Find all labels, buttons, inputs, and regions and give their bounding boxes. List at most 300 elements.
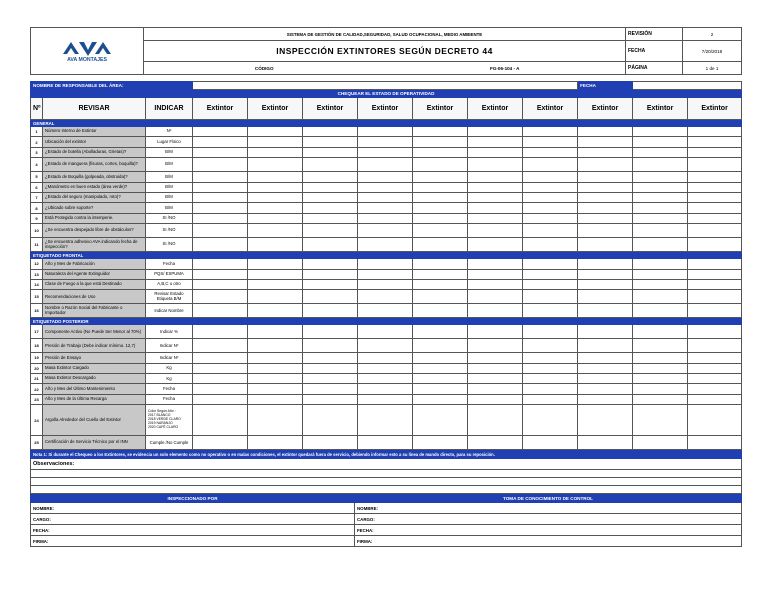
extintor-cell[interactable] [578, 182, 633, 192]
extintor-cell[interactable] [248, 158, 303, 172]
sign-field[interactable]: FECHA: [355, 525, 742, 536]
extintor-cell[interactable] [193, 436, 248, 450]
extintor-cell[interactable] [303, 192, 358, 202]
extintor-cell[interactable] [248, 405, 303, 436]
extintor-cell[interactable] [633, 436, 688, 450]
extintor-cell[interactable] [688, 279, 742, 289]
extintor-cell[interactable] [248, 182, 303, 192]
extintor-cell[interactable] [523, 137, 578, 147]
extintor-cell[interactable] [248, 374, 303, 384]
extintor-cell[interactable] [358, 158, 413, 172]
extintor-cell[interactable] [248, 224, 303, 238]
extintor-cell[interactable] [193, 127, 248, 137]
extintor-cell[interactable] [248, 436, 303, 450]
extintor-cell[interactable] [248, 339, 303, 353]
extintor-cell[interactable] [523, 127, 578, 137]
extintor-cell[interactable] [193, 290, 248, 304]
extintor-cell[interactable] [633, 137, 688, 147]
extintor-cell[interactable] [633, 158, 688, 172]
extintor-cell[interactable] [633, 172, 688, 182]
extintor-cell[interactable] [358, 127, 413, 137]
extintor-cell[interactable] [358, 213, 413, 223]
extintor-cell[interactable] [578, 158, 633, 172]
extintor-cell[interactable] [248, 137, 303, 147]
extintor-cell[interactable] [303, 213, 358, 223]
extintor-cell[interactable] [468, 304, 523, 318]
extintor-cell[interactable] [688, 325, 742, 339]
observaciones-line[interactable] [31, 470, 742, 478]
extintor-cell[interactable] [688, 182, 742, 192]
extintor-cell[interactable] [688, 213, 742, 223]
extintor-cell[interactable] [688, 384, 742, 394]
extintor-cell[interactable] [523, 374, 578, 384]
codigo-cell [144, 62, 626, 75]
sign-field[interactable]: CARGO: [355, 514, 742, 525]
extintor-cell[interactable] [468, 213, 523, 223]
extintor-cell[interactable] [578, 238, 633, 252]
extintor-cell[interactable] [633, 353, 688, 363]
extintor-cell[interactable] [358, 363, 413, 373]
extintor-cell[interactable] [193, 394, 248, 404]
extintor-cell[interactable] [578, 304, 633, 318]
extintor-cell[interactable] [303, 384, 358, 394]
extintor-cell[interactable] [688, 238, 742, 252]
col-extintor: Extintor [633, 98, 688, 120]
extintor-cell[interactable] [578, 436, 633, 450]
observaciones-line[interactable] [31, 478, 742, 486]
extintor-cell[interactable] [578, 363, 633, 373]
row-description: Año y Mes de Fabricación [43, 259, 146, 269]
extintor-cell[interactable] [303, 182, 358, 192]
extintor-cell[interactable] [468, 238, 523, 252]
extintor-cell[interactable] [578, 127, 633, 137]
extintor-cell[interactable] [468, 384, 523, 394]
row-indicar: Indicar Nº [146, 353, 193, 363]
extintor-cell[interactable] [578, 353, 633, 363]
row-number: 14 [31, 279, 43, 289]
extintor-cell[interactable] [358, 259, 413, 269]
extintor-cell[interactable] [523, 353, 578, 363]
extintor-cell[interactable] [358, 394, 413, 404]
extintor-cell[interactable] [688, 137, 742, 147]
extintor-cell[interactable] [688, 394, 742, 404]
table-row [31, 172, 742, 182]
extintor-cell[interactable] [578, 339, 633, 353]
extintor-cell[interactable] [523, 172, 578, 182]
inspeccionado-title: INSPECCIONADO POR [31, 494, 355, 503]
extintor-cell[interactable] [633, 269, 688, 279]
extintor-cell[interactable] [358, 405, 413, 436]
extintor-cell[interactable] [248, 269, 303, 279]
extintor-cell[interactable] [688, 374, 742, 384]
extintor-cell[interactable] [578, 374, 633, 384]
extintor-cell[interactable] [413, 290, 468, 304]
extintor-cell[interactable] [358, 137, 413, 147]
extintor-cell[interactable] [303, 363, 358, 373]
extintor-cell[interactable] [468, 290, 523, 304]
extintor-cell[interactable] [523, 290, 578, 304]
extintor-cell[interactable] [468, 127, 523, 137]
extintor-cell[interactable] [468, 394, 523, 404]
extintor-cell[interactable] [633, 238, 688, 252]
extintor-cell[interactable] [688, 436, 742, 450]
extintor-cell[interactable] [523, 259, 578, 269]
extintor-cell[interactable] [193, 203, 248, 213]
extintor-cell[interactable] [468, 279, 523, 289]
extintor-cell[interactable] [468, 405, 523, 436]
extintor-cell[interactable] [358, 192, 413, 202]
extintor-cell[interactable] [413, 238, 468, 252]
extintor-cell[interactable] [193, 182, 248, 192]
extintor-cell[interactable] [248, 147, 303, 157]
extintor-cell[interactable] [523, 304, 578, 318]
extintor-cell[interactable] [358, 269, 413, 279]
extintor-cell[interactable] [248, 192, 303, 202]
extintor-cell[interactable] [633, 290, 688, 304]
fecha-header-label: FECHA [626, 41, 683, 62]
extintor-cell[interactable] [523, 394, 578, 404]
extintor-cell[interactable] [578, 172, 633, 182]
extintor-cell[interactable] [413, 394, 468, 404]
extintor-cell[interactable] [523, 279, 578, 289]
extintor-cell[interactable] [688, 158, 742, 172]
extintor-cell[interactable] [523, 325, 578, 339]
extintor-cell[interactable] [193, 158, 248, 172]
extintor-cell[interactable] [303, 147, 358, 157]
col-extintor: Extintor [688, 98, 742, 120]
extintor-cell[interactable] [358, 172, 413, 182]
extintor-cell[interactable] [358, 147, 413, 157]
extintor-cell[interactable] [468, 147, 523, 157]
sign-field[interactable]: NOMBRE: [31, 503, 355, 514]
extintor-cell[interactable] [248, 279, 303, 289]
extintor-cell[interactable] [193, 147, 248, 157]
extintor-cell[interactable] [248, 394, 303, 404]
extintor-cell[interactable] [303, 269, 358, 279]
row-description: ¿Estado de manguera (fisuras, cortes, boquilla)? [43, 158, 146, 172]
row-number: 13 [31, 269, 43, 279]
extintor-cell[interactable] [633, 325, 688, 339]
extintor-cell[interactable] [468, 203, 523, 213]
extintor-cell[interactable] [248, 304, 303, 318]
col-extintor: Extintor [358, 98, 413, 120]
extintor-cell[interactable] [413, 172, 468, 182]
extintor-cell[interactable] [413, 147, 468, 157]
extintor-cell[interactable] [303, 353, 358, 363]
extintor-cell[interactable] [688, 224, 742, 238]
extintor-cell[interactable] [633, 192, 688, 202]
extintor-cell[interactable] [303, 172, 358, 182]
extintor-cell[interactable] [468, 325, 523, 339]
sign-field[interactable]: CARGO: [31, 514, 355, 525]
extintor-cell[interactable] [303, 374, 358, 384]
extintor-cell[interactable] [413, 405, 468, 436]
extintor-cell[interactable] [193, 259, 248, 269]
sign-field[interactable]: FIRMA: [31, 536, 355, 547]
extintor-cell[interactable] [193, 279, 248, 289]
extintor-cell[interactable] [523, 269, 578, 279]
sign-field[interactable]: NOMBRE: [355, 503, 742, 514]
extintor-cell[interactable] [578, 325, 633, 339]
extintor-cell[interactable] [358, 203, 413, 213]
extintor-cell[interactable] [248, 259, 303, 269]
extintor-cell[interactable] [193, 269, 248, 279]
extintor-cell[interactable] [193, 213, 248, 223]
sign-field[interactable]: FECHA: [31, 525, 355, 536]
extintor-cell[interactable] [688, 127, 742, 137]
extintor-cell[interactable] [358, 374, 413, 384]
extintor-cell[interactable] [633, 374, 688, 384]
extintor-cell[interactable] [248, 325, 303, 339]
responsable-input[interactable] [193, 82, 578, 90]
extintor-cell[interactable] [303, 158, 358, 172]
row-description: Nombre o Razón Social del Fabricante o Importador [43, 304, 146, 318]
extintor-cell[interactable] [688, 147, 742, 157]
section-title: GENERAL [31, 120, 742, 127]
extintor-cell[interactable] [413, 374, 468, 384]
col-num: Nº [31, 98, 43, 120]
row-number: 19 [31, 353, 43, 363]
extintor-cell[interactable] [248, 203, 303, 213]
extintor-cell[interactable] [358, 353, 413, 363]
extintor-cell[interactable] [468, 172, 523, 182]
extintor-cell[interactable] [248, 238, 303, 252]
extintor-cell[interactable] [523, 192, 578, 202]
company-logo [31, 28, 144, 75]
extintor-cell[interactable] [633, 279, 688, 289]
row-indicar: SI /NO [146, 224, 193, 238]
fecha-label: FECHA [578, 82, 633, 90]
extintor-cell[interactable] [358, 384, 413, 394]
extintor-cell[interactable] [688, 339, 742, 353]
extintor-cell[interactable] [248, 353, 303, 363]
extintor-cell[interactable] [248, 363, 303, 373]
table-row [31, 363, 742, 373]
extintor-cell[interactable] [303, 224, 358, 238]
extintor-cell[interactable] [468, 224, 523, 238]
extintor-cell[interactable] [468, 137, 523, 147]
extintor-cell[interactable] [688, 259, 742, 269]
extintor-cell[interactable] [413, 279, 468, 289]
extintor-cell[interactable] [633, 339, 688, 353]
extintor-cell[interactable] [193, 238, 248, 252]
extintor-cell[interactable] [688, 172, 742, 182]
extintor-cell[interactable] [633, 304, 688, 318]
extintor-cell[interactable] [248, 384, 303, 394]
footer-table [30, 450, 742, 547]
row-description: Está Protegido contra la intemperie. [43, 213, 146, 223]
extintor-cell[interactable] [358, 290, 413, 304]
row-indicar: SI /NO [146, 238, 193, 252]
extintor-cell[interactable] [303, 238, 358, 252]
extintor-cell[interactable] [468, 339, 523, 353]
extintor-cell[interactable] [303, 203, 358, 213]
extintor-cell[interactable] [688, 269, 742, 279]
extintor-cell[interactable] [578, 290, 633, 304]
extintor-cell[interactable] [688, 353, 742, 363]
extintor-cell[interactable] [358, 304, 413, 318]
extintor-cell[interactable] [523, 213, 578, 223]
extintor-cell[interactable] [413, 304, 468, 318]
extintor-cell[interactable] [303, 127, 358, 137]
extintor-cell[interactable] [303, 405, 358, 436]
sign-field[interactable]: FIRMA: [355, 536, 742, 547]
table-row [31, 259, 742, 269]
fecha-input[interactable] [633, 82, 742, 90]
row-description: Masa Extintor Cargado [43, 363, 146, 373]
col-extintor: Extintor [578, 98, 633, 120]
row-number: 10 [31, 224, 43, 238]
extintor-cell[interactable] [468, 259, 523, 269]
extintor-cell[interactable] [688, 363, 742, 373]
extintor-cell[interactable] [193, 224, 248, 238]
extintor-cell[interactable] [413, 363, 468, 373]
extintor-cell[interactable] [413, 213, 468, 223]
row-number: 1 [31, 127, 43, 137]
extintor-cell[interactable] [413, 353, 468, 363]
extintor-cell[interactable] [303, 436, 358, 450]
row-description: Año y Mes de la Última Recarga [43, 394, 146, 404]
extintor-cell[interactable] [633, 394, 688, 404]
extintor-cell[interactable] [303, 394, 358, 404]
extintor-cell[interactable] [468, 269, 523, 279]
extintor-cell[interactable] [523, 203, 578, 213]
extintor-cell[interactable] [358, 238, 413, 252]
extintor-cell[interactable] [193, 172, 248, 182]
table-row [31, 353, 742, 363]
extintor-cell[interactable] [248, 290, 303, 304]
extintor-cell[interactable] [468, 353, 523, 363]
extintor-cell[interactable] [413, 339, 468, 353]
row-description: Ubicación del extintor [43, 137, 146, 147]
extintor-cell[interactable] [193, 384, 248, 394]
extintor-cell[interactable] [193, 137, 248, 147]
extintor-cell[interactable] [413, 182, 468, 192]
extintor-cell[interactable] [303, 290, 358, 304]
extintor-cell[interactable] [193, 363, 248, 373]
header-table [30, 27, 742, 75]
extintor-cell[interactable] [413, 192, 468, 202]
extintor-cell[interactable] [578, 147, 633, 157]
extintor-cell[interactable] [688, 203, 742, 213]
extintor-cell[interactable] [633, 363, 688, 373]
extintor-cell[interactable] [193, 325, 248, 339]
extintor-cell[interactable] [413, 127, 468, 137]
extintor-cell[interactable] [633, 259, 688, 269]
extintor-cell[interactable] [193, 304, 248, 318]
extintor-cell[interactable] [633, 384, 688, 394]
extintor-cell[interactable] [468, 363, 523, 373]
extintor-cell[interactable] [358, 279, 413, 289]
extintor-cell[interactable] [523, 363, 578, 373]
extintor-cell[interactable] [193, 353, 248, 363]
extintor-cell[interactable] [413, 269, 468, 279]
observaciones-line[interactable] [31, 486, 742, 494]
extintor-cell[interactable] [523, 158, 578, 172]
extintor-cell[interactable] [303, 325, 358, 339]
extintor-cell[interactable] [633, 147, 688, 157]
extintor-cell[interactable] [578, 224, 633, 238]
extintor-cell[interactable] [413, 436, 468, 450]
extintor-cell[interactable] [468, 374, 523, 384]
extintor-cell[interactable] [578, 394, 633, 404]
extintor-cell[interactable] [523, 384, 578, 394]
extintor-cell[interactable] [468, 158, 523, 172]
extintor-cell[interactable] [633, 405, 688, 436]
extintor-cell[interactable] [523, 182, 578, 192]
extintor-cell[interactable] [413, 384, 468, 394]
extintor-cell[interactable] [523, 339, 578, 353]
extintor-cell[interactable] [248, 213, 303, 223]
extintor-cell[interactable] [578, 137, 633, 147]
extintor-cell[interactable] [688, 192, 742, 202]
extintor-cell[interactable] [468, 182, 523, 192]
extintor-cell[interactable] [193, 192, 248, 202]
note-text: Nota 1: Si durante el Chequeo a los Extintores, se evidencia un solo elemento como no operativo o en malas condiciones, el extintor quedará fuera de servicio, debiendo informar esto a su línea de mando directo, para su reposición. [31, 451, 742, 459]
extintor-cell[interactable] [358, 325, 413, 339]
extintor-cell[interactable] [303, 339, 358, 353]
row-indicar: B/M [146, 192, 193, 202]
extintor-cell[interactable] [413, 259, 468, 269]
extintor-cell[interactable] [413, 158, 468, 172]
extintor-cell[interactable] [468, 192, 523, 202]
extintor-cell[interactable] [688, 290, 742, 304]
extintor-cell[interactable] [688, 405, 742, 436]
extintor-cell[interactable] [193, 339, 248, 353]
extintor-cell[interactable] [578, 213, 633, 223]
extintor-cell[interactable] [248, 127, 303, 137]
extintor-cell[interactable] [688, 304, 742, 318]
table-row [31, 374, 742, 384]
extintor-cell[interactable] [303, 279, 358, 289]
extintor-cell[interactable] [578, 279, 633, 289]
extintor-cell[interactable] [413, 325, 468, 339]
extintor-cell[interactable] [413, 137, 468, 147]
extintor-cell[interactable] [248, 172, 303, 182]
extintor-cell[interactable] [358, 339, 413, 353]
extintor-cell[interactable] [193, 374, 248, 384]
extintor-cell[interactable] [578, 384, 633, 394]
extintor-cell[interactable] [578, 405, 633, 436]
extintor-cell[interactable] [193, 405, 248, 436]
extintor-cell[interactable] [523, 405, 578, 436]
extintor-cell[interactable] [468, 436, 523, 450]
extintor-cell[interactable] [413, 203, 468, 213]
extintor-cell[interactable] [578, 259, 633, 269]
extintor-cell[interactable] [303, 259, 358, 269]
extintor-cell[interactable] [523, 436, 578, 450]
extintor-cell[interactable] [358, 436, 413, 450]
extintor-cell[interactable] [633, 127, 688, 137]
extintor-cell[interactable] [633, 203, 688, 213]
extintor-cell[interactable] [578, 203, 633, 213]
extintor-cell[interactable] [578, 269, 633, 279]
row-indicar: SI /NO [146, 213, 193, 223]
extintor-cell[interactable] [633, 182, 688, 192]
extintor-cell[interactable] [358, 182, 413, 192]
extintor-cell[interactable] [303, 137, 358, 147]
row-description: ¿Manómetro en buen estado (área verde)? [43, 182, 146, 192]
extintor-cell[interactable] [578, 192, 633, 202]
extintor-cell[interactable] [358, 224, 413, 238]
extintor-cell[interactable] [523, 147, 578, 157]
extintor-cell[interactable] [413, 224, 468, 238]
extintor-cell[interactable] [303, 304, 358, 318]
extintor-cell[interactable] [523, 224, 578, 238]
extintor-cell[interactable] [633, 213, 688, 223]
extintor-cell[interactable] [523, 238, 578, 252]
extintor-cell[interactable] [633, 224, 688, 238]
